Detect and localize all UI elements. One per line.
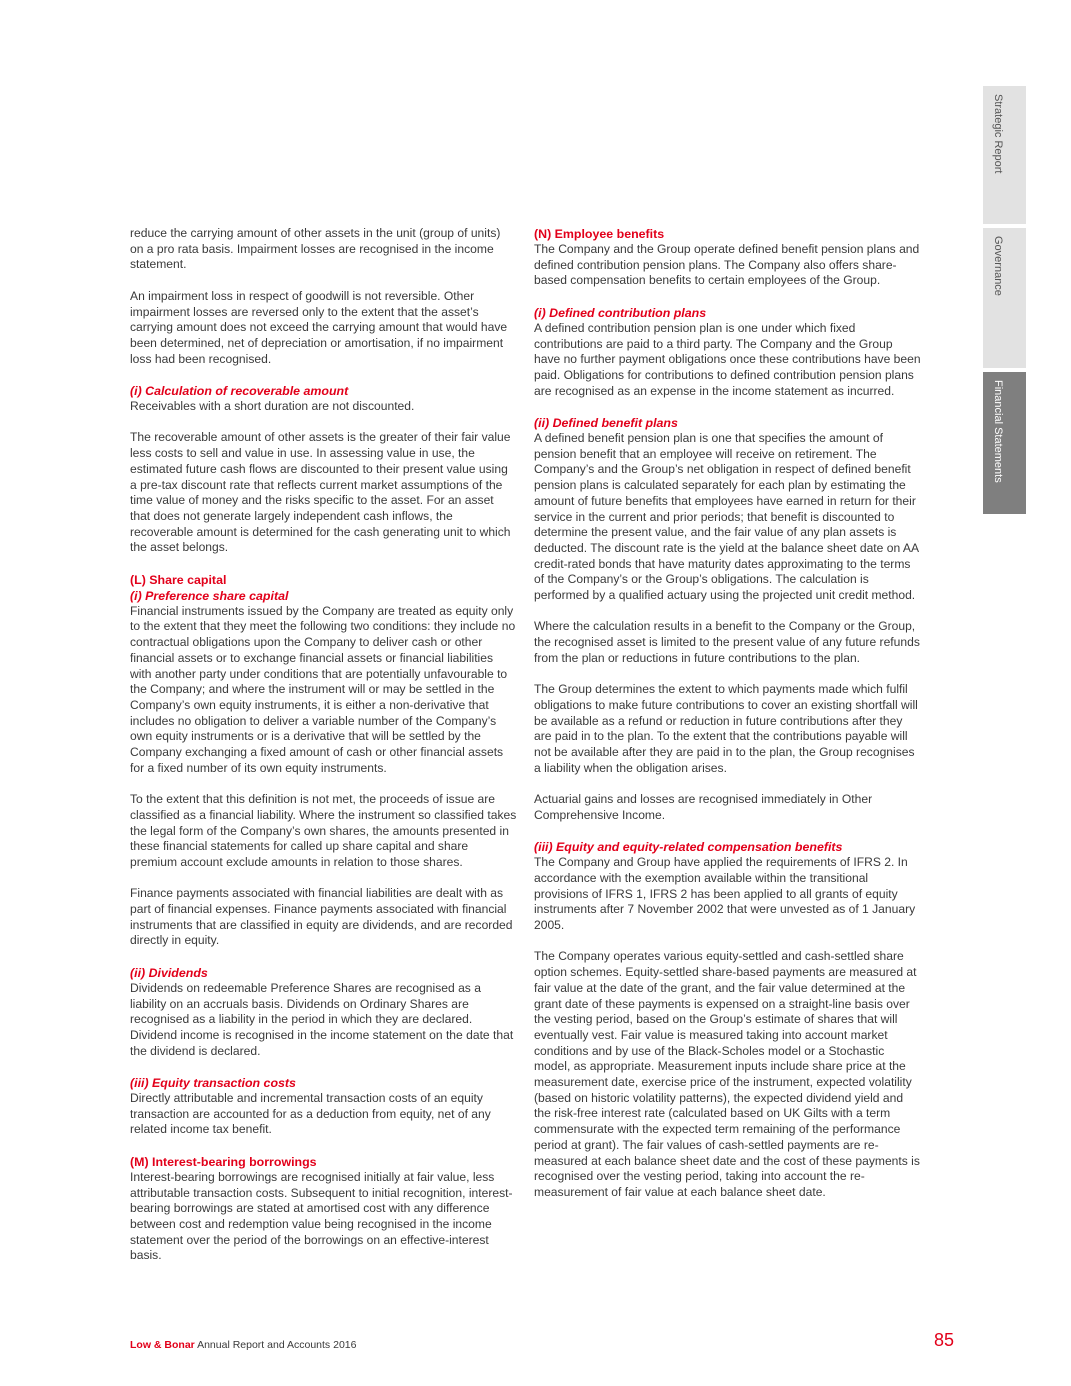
paragraph: Receivables with a short duration are not discounted. bbox=[130, 399, 415, 413]
footer bbox=[130, 1339, 356, 1351]
subheading: (ii) Defined benefit plans bbox=[534, 416, 678, 430]
paragraph: The Group determines the extent to which payments made which fulfil obligations to make future contributions to cover an existing shortfall will be available as a refund or reduction in future contributions after they are paid in to the plan. To the extent that the contributions payable will not be available after they are paid in to the plan, the Group recognises a liability when the obligation arises. bbox=[534, 682, 918, 775]
right-column bbox=[534, 226, 921, 1216]
tab-financial-statements[interactable] bbox=[983, 372, 1026, 514]
paragraph: Interest-bearing borrowings are recognised initially at fair value, less attributable transaction costs. Subsequent to initial recognition, interest-bearing borrowings are stated at amortised cost with any difference between cost and redemption value being recognised in the income statement over the period of the borrowings on an effective-interest basis. bbox=[130, 1169, 513, 1263]
tab-strategic-report[interactable] bbox=[983, 86, 1026, 224]
page-number: 85 bbox=[934, 1330, 955, 1350]
paragraph: A defined contribution pension plan is one under which fixed contributions are paid to a third party. The Company and the Group have no further payment obligations once these contributions have been paid. Obligations for contributions to defined contribution pension plans are recognised as an expense in the income statement as incurred. bbox=[534, 320, 921, 398]
tab-label: Strategic Report bbox=[992, 94, 1004, 174]
paragraph: The Company operates various equity-settled and cash-settled share option schemes. Equity-settled share-based payments are measured at fair value at the date of the grant, and the fair value determined at the grant date of these payments is expensed on a straight-line basis over the vesting period, based on the Group’s estimate of shares that will eventually vest. Fair value is measured taking into account market conditions and by use of the Black-Scholes model or a Stochastic model, as appropriate. Measurement inputs include share price at the measurement date, exercise price of the instrument, expected volatility (based on historic volatility patterns), the expected dividend yield and the risk-free interest rate (calculated based on UK Gilts with a term commensurate with the expected term remaining of the performance period at grant). The fair values of cash-settled payments are re-measured at each balance sheet date and the cost of these payments is recognised over the vesting period, taking into account the re-measurement of fair value at each balance sheet date. bbox=[534, 949, 920, 1199]
section-heading: (L) Share capital bbox=[130, 572, 227, 587]
section-heading: (M) Interest-bearing borrowings bbox=[130, 1154, 317, 1169]
subheading: (i) Preference share capital bbox=[130, 588, 289, 603]
paragraph: Where the calculation results in a benefit to the Company or the Group, the recognised asset is limited to the present value of any future refunds from the plan or reductions in future contributions to the plan. bbox=[534, 619, 920, 665]
subheading: (iii) Equity transaction costs bbox=[130, 1076, 296, 1091]
paragraph: An impairment loss in respect of goodwill is not reversible. Other impairment losses are reversed only to the extent that the asset’s carrying amount does not exceed the carrying amount that would have been determined, net of depreciation or amortisation, if no impairment loss had been recognised. bbox=[130, 288, 508, 366]
paragraph: The recoverable amount of other assets is the greater of their fair value less costs to sell and value in use. In assessing value in use, the estimated future cash flows are discounted to their present value using a pre-tax discount rate that reflects current market assumptions of the time value of money and the risks specific to the asset. For an asset that does not generate largely independent cash inflows, the recoverable amount is determined for the cash generating unit to which the asset belongs. bbox=[130, 430, 511, 555]
report-title: Annual Report and Accounts 2016 bbox=[197, 1339, 357, 1351]
paragraph: A defined benefit pension plan is one that specifies the amount of pension benefit that an employee will receive on retirement. The Company’s and the Group’s net obligation in respect of defined benefit pension plans is calculated separately for each plan by estimating the amount of future benefits that employees have earned in return for their service in the current and prior periods; that benefit is discounted to determine the present value, and the fair value of any plan assets is deducted. The discount rate is the yield at the balance sheet date on AA credit-rated bonds that have maturity dates approximating to the terms of the Company’s or the Group’s obligations. The calculation is performed by a qualified actuary using the projected unit credit method. bbox=[534, 431, 919, 603]
paragraph: The Company and Group have applied the requirements of IFRS 2. In accordance with the exemption available within the transitional provisions of IFRS 1, IFRS 2 has been applied to all grants of equity instruments after 7 November 2002 that were unvested as of 1 January 2005. bbox=[534, 855, 916, 933]
paragraph: To the extent that this definition is not met, the proceeds of issue are classified as a financial liability. Where the instrument so classified takes the legal form of the Company’s own shares, the amounts presented in these financial statements for called up share capital and share premium account exclude amounts in relation to those shares. bbox=[130, 792, 517, 869]
brand-name: Low & Bonar bbox=[130, 1339, 195, 1351]
subheading: (i) Calculation of recoverable amount bbox=[130, 384, 349, 398]
subheading: (i) Defined contribution plans bbox=[534, 305, 707, 320]
subheading: (iii) Equity and equity-related compensation benefits bbox=[534, 840, 843, 855]
paragraph: The Company and the Group operate defined benefit pension plans and defined contribution pension plans. The Company also offers share-based compensation benefits to certain employees of the Group. bbox=[534, 242, 920, 288]
section-heading: (N) Employee benefits bbox=[534, 227, 665, 241]
paragraph: Directly attributable and incremental transaction costs of an equity transaction are accounted for as a deduction from equity, net of any related income tax benefit. bbox=[130, 1091, 491, 1137]
tab-label: Governance bbox=[992, 236, 1004, 296]
paragraph: Dividends on redeemable Preference Shares are recognised as a liability on an accruals basis. Dividends on Ordinary Shares are recognised as a liability in the period in which they are declared. Dividend income is recognised in the income statement on the date that the dividend is declared. bbox=[130, 980, 514, 1058]
tab-label: Financial Statements bbox=[992, 380, 1004, 483]
paragraph: Finance payments associated with financial liabilities are dealt with as part of financial expenses. Finance payments associated with financial instruments that are classified in equity are dividends, and are recorded directly in equity. bbox=[130, 886, 513, 948]
paragraph: Financial instruments issued by the Company are treated as equity only to the extent that they meet the following two conditions: they include no contractual obligations upon the Company to deliver cash or other financial assets or to exchange financial assets or financial liabilities with another party under conditions that are potentially unfavourable to the Company; and where the instrument will or may be settled in the Company’s own equity instruments, it is either a non-derivative that includes no obligation to deliver a variable number of the Company’s own equity instruments or is a derivative that will be settled by the Company exchanging a fixed amount of cash or other financial assets for a fixed number of its own equity instruments. bbox=[130, 603, 516, 775]
subheading: (ii) Dividends bbox=[130, 965, 208, 980]
paragraph: Actuarial gains and losses are recognised immediately in Other Comprehensive Income. bbox=[534, 792, 873, 822]
paragraph: reduce the carrying amount of other assets in the unit (group of units) on a pro rata basis. Impairment losses are recognised in the income statement. bbox=[130, 226, 501, 272]
left-column bbox=[130, 226, 517, 1280]
tab-governance[interactable] bbox=[983, 228, 1026, 368]
